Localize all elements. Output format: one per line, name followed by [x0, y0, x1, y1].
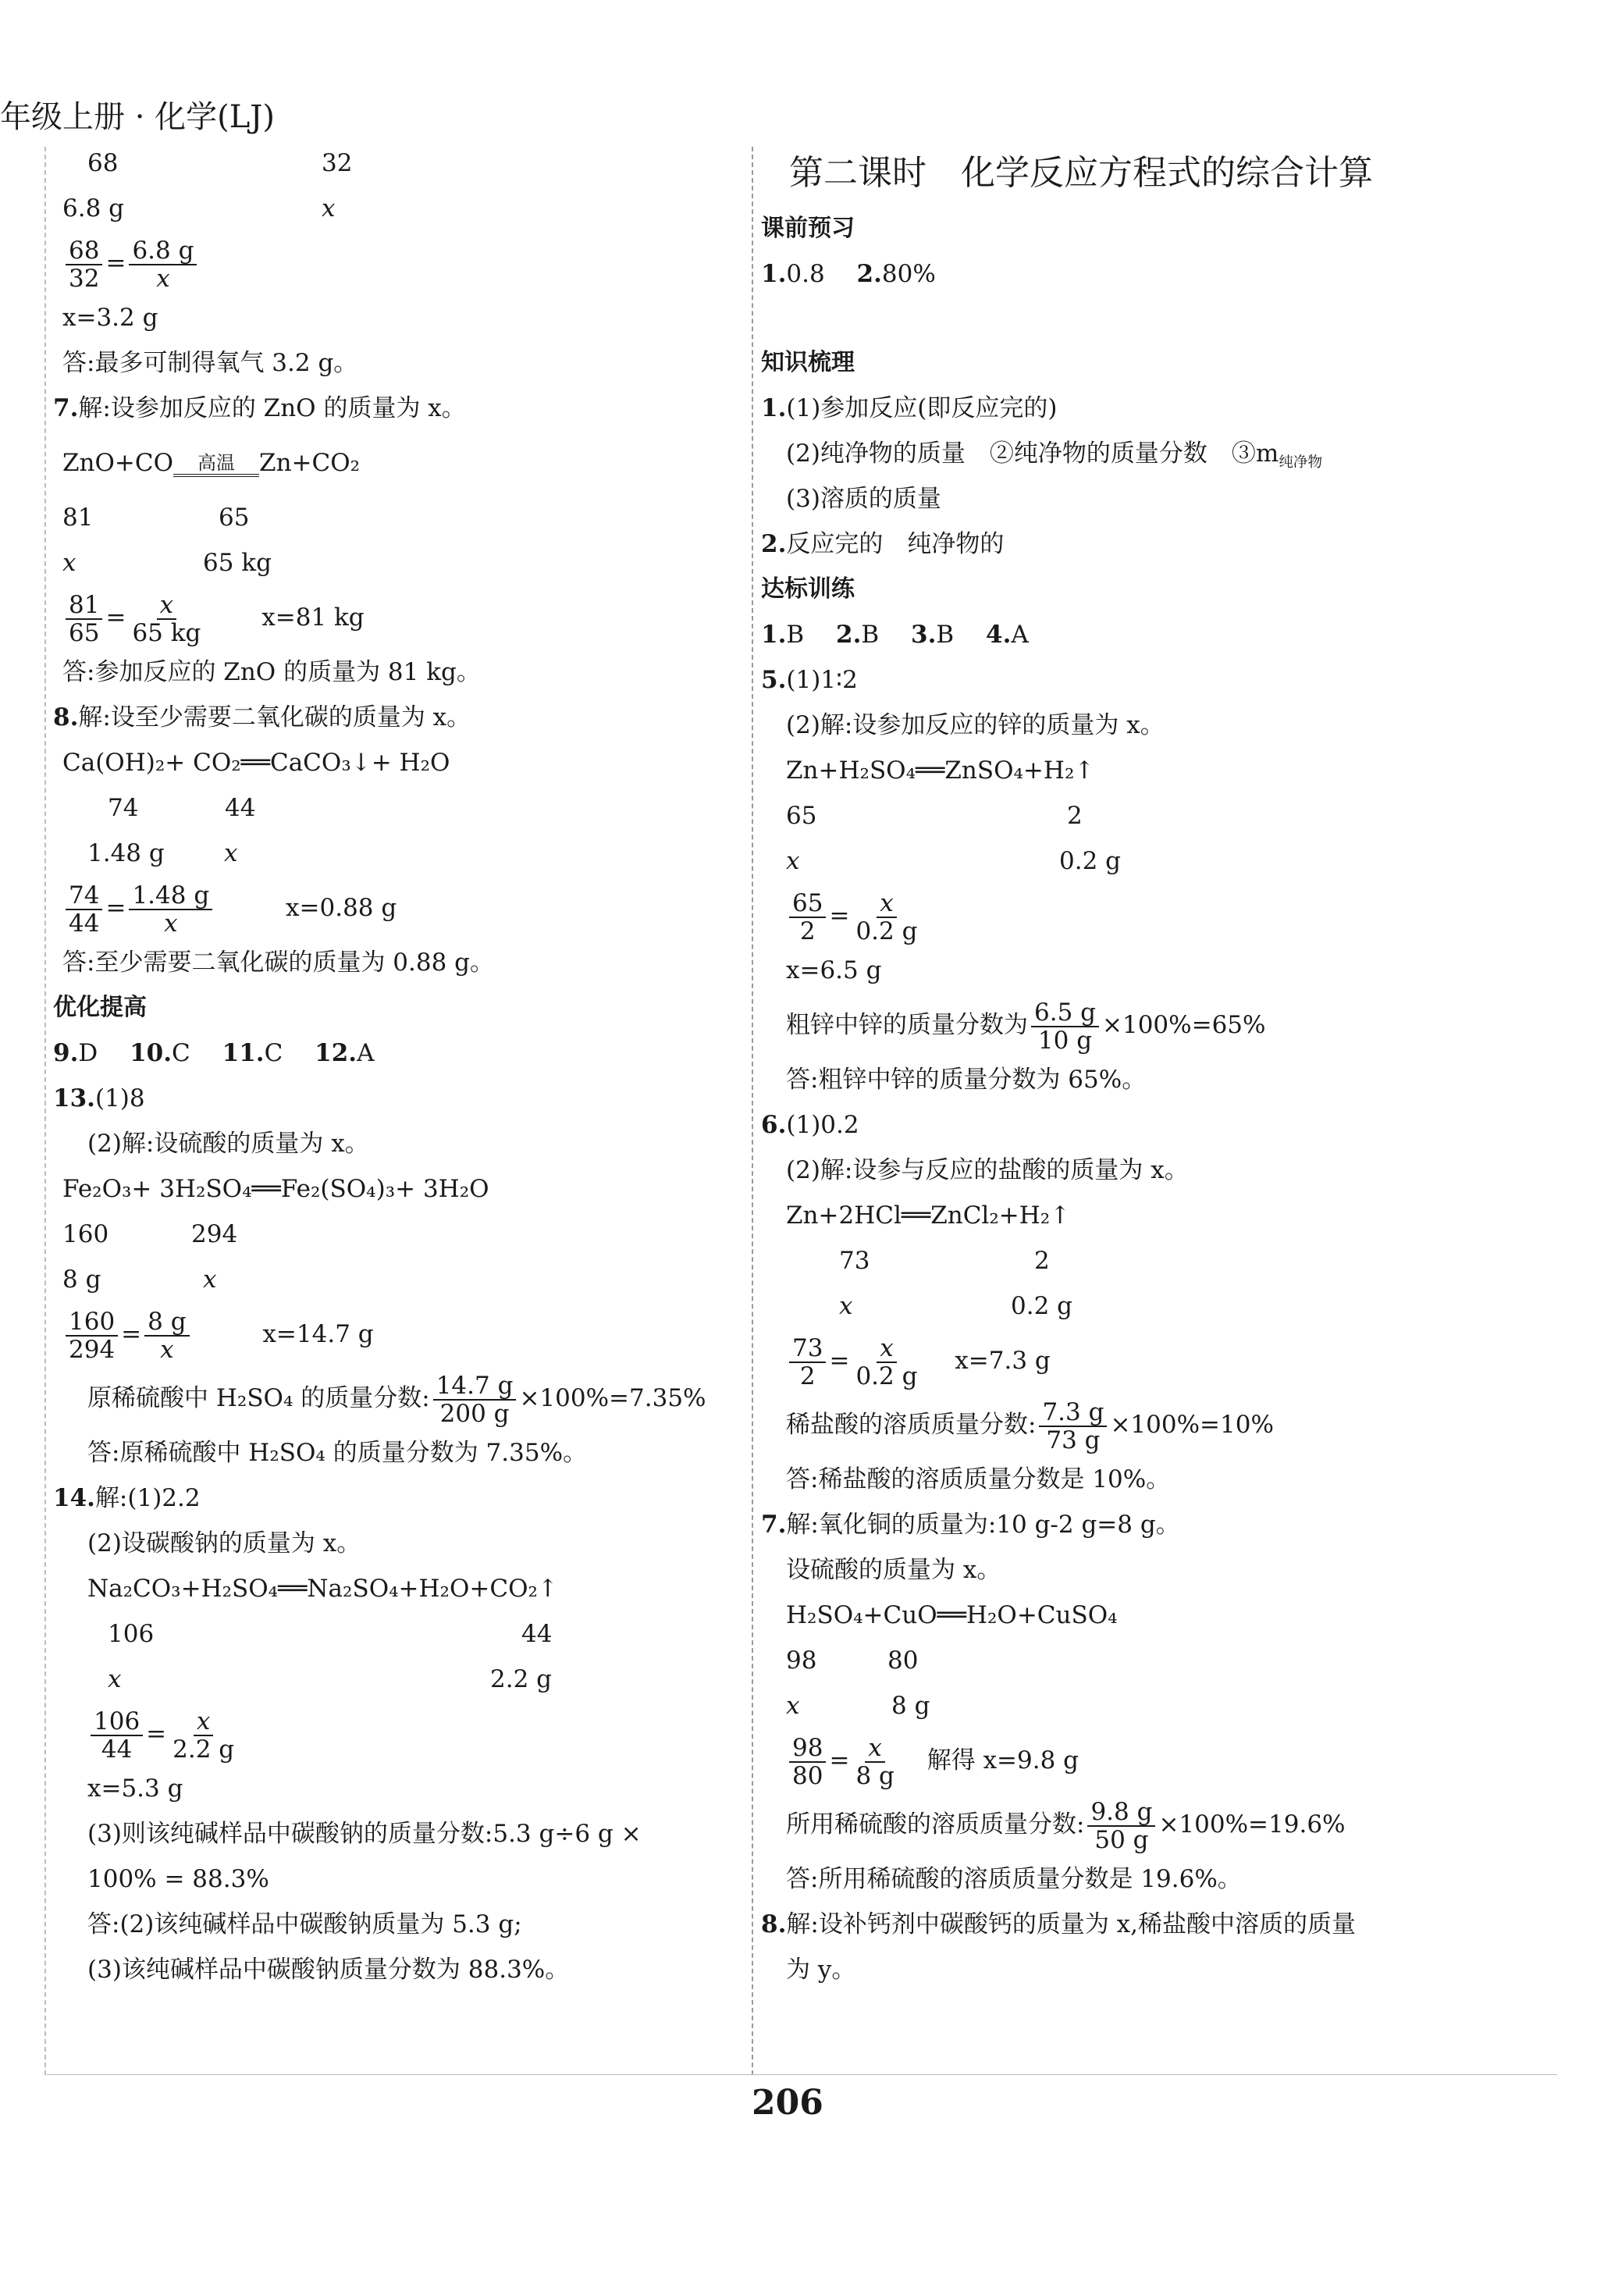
q6-result: x=3.2 g [62, 304, 158, 332]
left-column [53, 141, 749, 1992]
q8-part2: 为 y。 [786, 1956, 856, 1984]
q13-part1: 13.(1)8 [53, 1084, 145, 1112]
q14-proportion: $\frac{106}{44}$ = $\frac{x}{2.2 g}$ [62, 1702, 749, 1766]
left-margin-rule [44, 147, 46, 2075]
q5-answer: 答:粗锌中锌的质量分数为 65%。 [786, 1066, 1147, 1094]
fraction: $\frac{7.3 g}{73 g}$ [1039, 1399, 1107, 1454]
q6-part1: 6.(1)0.2 [761, 1111, 859, 1139]
q7-percent: 所用稀硫酸的溶质质量分数: $\frac{9.8 g}{50 g}$ ×100%=19.6% [786, 1797, 1346, 1854]
q6-percent: 稀盐酸的溶质质量分数: $\frac{7.3 g}{73 g}$ ×100%=10% [786, 1397, 1274, 1454]
q7-part2: 设硫酸的质量为 x。 [786, 1556, 1001, 1584]
page-number: 206 [752, 2083, 823, 2123]
footer-rule [47, 2074, 1557, 2075]
q14-part3b: 100% = 88.3% [87, 1865, 269, 1893]
q14-mass-row: 106 44 [108, 1620, 553, 1648]
q6-answer: 答:稀盐酸的溶质质量分数是 10%。 [786, 1465, 1171, 1493]
q13-mass-row: 160 294 [62, 1220, 238, 1248]
fraction: $\frac{74}{44}$ [66, 882, 102, 937]
section-youhua: 优化提高 [53, 994, 147, 1021]
q13-given-row: 8 g x [62, 1265, 217, 1294]
q8-intro: 8.解:设至少需要二氧化碳的质量为 x。 [53, 703, 471, 732]
q13-proportion: $\frac{160}{294}$ = $\frac{8 g}{x}$ x=14.7 g [62, 1302, 749, 1366]
knowledge-1c: (3)溶质的质量 [786, 485, 941, 513]
q8-proportion: $\frac{74}{44}$ = $\frac{1.48 g}{x}$ x=0.88 g [62, 876, 749, 940]
q6-mass-row: 68 32 [87, 149, 353, 177]
q14-equation: Na₂CO₃+H₂SO₄══Na₂SO₄+H₂O+CO₂↑ [87, 1575, 558, 1603]
q8-answer: 答:至少需要二氧化碳的质量为 0.88 g。 [62, 949, 495, 977]
mc-answers-9-12: 9.D 10.C 11.C 12.A [53, 1039, 375, 1067]
reaction-condition: 高温 [173, 452, 259, 477]
q14-given-row: x 2.2 g [108, 1665, 552, 1693]
section-knowledge: 知识梳理 [761, 349, 855, 376]
fraction: $\frac{14.7 g}{200 g}$ [433, 1372, 517, 1427]
q14-part2: (2)设碳酸钠的质量为 x。 [87, 1529, 361, 1557]
page-header: 年级上册 · 化学(LJ) [0, 99, 275, 135]
q6-mass-row: 73 2 [839, 1247, 1050, 1275]
q5-equation: Zn+H₂SO₄══ZnSO₄+H₂↑ [786, 756, 1095, 785]
q5-result: x=6.5 g [786, 956, 882, 984]
fraction: $\frac{68}{32}$ [66, 237, 102, 292]
preview-answers: 1.0.8 2.80% [761, 260, 936, 288]
fraction: $\frac{x}{2.2 g}$ [172, 1707, 235, 1764]
section-preview: 课前预习 [761, 215, 855, 242]
q6-given-row: 6.8 g x [62, 194, 336, 222]
fraction: $\frac{x}{8 g}$ [855, 1733, 894, 1790]
q7-answer: 答:所用稀硫酸的溶质质量分数是 19.6%。 [786, 1865, 1242, 1893]
q5-part2: (2)解:设参加反应的锌的质量为 x。 [786, 711, 1165, 739]
q7-equation: ZnO+CO 高温 Zn+CO₂ [62, 449, 361, 477]
q6-part2: (2)解:设参与反应的盐酸的质量为 x。 [786, 1156, 1189, 1184]
fraction: $\frac{81}{65}$ [66, 592, 102, 646]
fraction: $\frac{6.8 g}{x}$ [129, 237, 197, 292]
q14-part3a: (3)则该纯碱样品中碳酸钠的质量分数:5.3 g÷6 g × [87, 1820, 642, 1848]
lesson-title: 第二课时 化学反应方程式的综合计算 [789, 153, 1373, 193]
q7-mass-row: 81 65 [62, 504, 250, 532]
q8-part1: 8.解:设补钙剂中碳酸钙的质量为 x,稀盐酸中溶质的质量 [761, 1910, 1357, 1938]
q6-equation: Zn+2HCl══ZnCl₂+H₂↑ [786, 1201, 1071, 1230]
fraction: $\frac{160}{294}$ [66, 1308, 118, 1363]
q7-part1: 7.解:氧化铜的质量为:10 g-2 g=8 g。 [761, 1511, 1180, 1539]
q13-answer: 答:原稀硫酸中 H₂SO₄ 的质量分数为 7.35%。 [87, 1439, 588, 1467]
section-training: 达标训练 [761, 575, 855, 603]
fraction: $\frac{65}{2}$ [789, 890, 826, 945]
q7-given-row: x 8 g [786, 1692, 930, 1720]
q5-given-row: x 0.2 g [786, 847, 1121, 875]
fraction: $\frac{8 g}{x}$ [144, 1308, 189, 1363]
q8-mass-row: 74 44 [108, 794, 256, 822]
q7-given-row: x 65 kg [62, 549, 272, 577]
q7-proportion: $\frac{98}{80}$ = $\frac{x}{8 g}$ 解得 x=9.8 g [761, 1728, 1557, 1792]
fraction: $\frac{1.48 g}{x}$ [129, 882, 212, 937]
q8-equation: Ca(OH)₂+ CO₂══CaCO₃↓+ H₂O [62, 749, 450, 777]
fraction: $\frac{x}{0.2 g}$ [855, 1333, 918, 1390]
q7-proportion: $\frac{81}{65}$ = $\frac{x}{65 kg}$ x=81 kg [62, 586, 749, 650]
knowledge-1b: (2)纯净物的质量 ②纯净物的质量分数 $③m_{纯净物}$ [786, 440, 1323, 472]
q13-percent: 原稀硫酸中 H₂SO₄ 的质量分数: $\frac{14.7 g}{200 g}$ ×100%=7.35% [87, 1371, 706, 1428]
q14-answer-1: 答:(2)该纯碱样品中碳酸钠质量为 5.3 g; [87, 1910, 522, 1938]
q5-proportion: $\frac{65}{2}$ = $\frac{x}{0.2 g}$ [761, 884, 1557, 948]
q13-equation: Fe₂O₃+ 3H₂SO₄══Fe₂(SO₄)₃+ 3H₂O [62, 1175, 489, 1203]
q5-mass-row: 65 2 [786, 802, 1083, 830]
fraction: $\frac{x}{0.2 g}$ [855, 888, 918, 945]
q13-part2: (2)解:设硫酸的质量为 x。 [87, 1130, 369, 1158]
q5-part1: 5.(1)1∶2 [761, 666, 858, 694]
q7-answer: 答:参加反应的 ZnO 的质量为 81 kg。 [62, 658, 481, 686]
q6-proportion: $\frac{73}{2}$ = $\frac{x}{0.2 g}$ x=7.3 g [761, 1329, 1557, 1393]
q14-part1: 14.解:(1)2.2 [53, 1484, 201, 1512]
right-column [761, 141, 1557, 1992]
fraction: $\frac{106}{44}$ [91, 1708, 143, 1763]
q8-given-row: 1.48 g x [87, 839, 238, 867]
fraction: $\frac{73}{2}$ [789, 1335, 826, 1390]
fraction: $\frac{6.5 g}{10 g}$ [1031, 999, 1099, 1054]
column-divider [752, 147, 753, 2075]
q14-answer-2: (3)该纯碱样品中碳酸钠质量分数为 88.3%。 [87, 1956, 570, 1984]
q7-equation: H₂SO₄+CuO══H₂O+CuSO₄ [786, 1601, 1118, 1629]
q6-proportion: $\frac{68}{32}$ = $\frac{6.8 g}{x}$ [62, 231, 749, 295]
knowledge-2: 2.反应完的 纯净物的 [761, 530, 1005, 558]
knowledge-1a: 1.(1)参加反应(即反应完的) [761, 394, 1058, 422]
q6-answer: 答:最多可制得氧气 3.2 g。 [62, 349, 358, 377]
q7-intro: 7.解:设参加反应的 ZnO 的质量为 x。 [53, 394, 466, 422]
q6-given-row: x 0.2 g [839, 1292, 1072, 1320]
q14-result: x=5.3 g [87, 1775, 183, 1803]
fraction: $\frac{98}{80}$ [789, 1735, 826, 1789]
fraction: $\frac{9.8 g}{50 g}$ [1087, 1799, 1155, 1853]
mc-answers-1-4: 1.B 2.B 3.B 4.A [761, 621, 1029, 649]
q5-percent: 粗锌中锌的质量分数为 $\frac{6.5 g}{10 g}$ ×100%=65% [786, 998, 1266, 1055]
q7-mass-row: 98 80 [786, 1646, 919, 1675]
fraction: $\frac{x}{65 kg}$ [132, 590, 201, 647]
